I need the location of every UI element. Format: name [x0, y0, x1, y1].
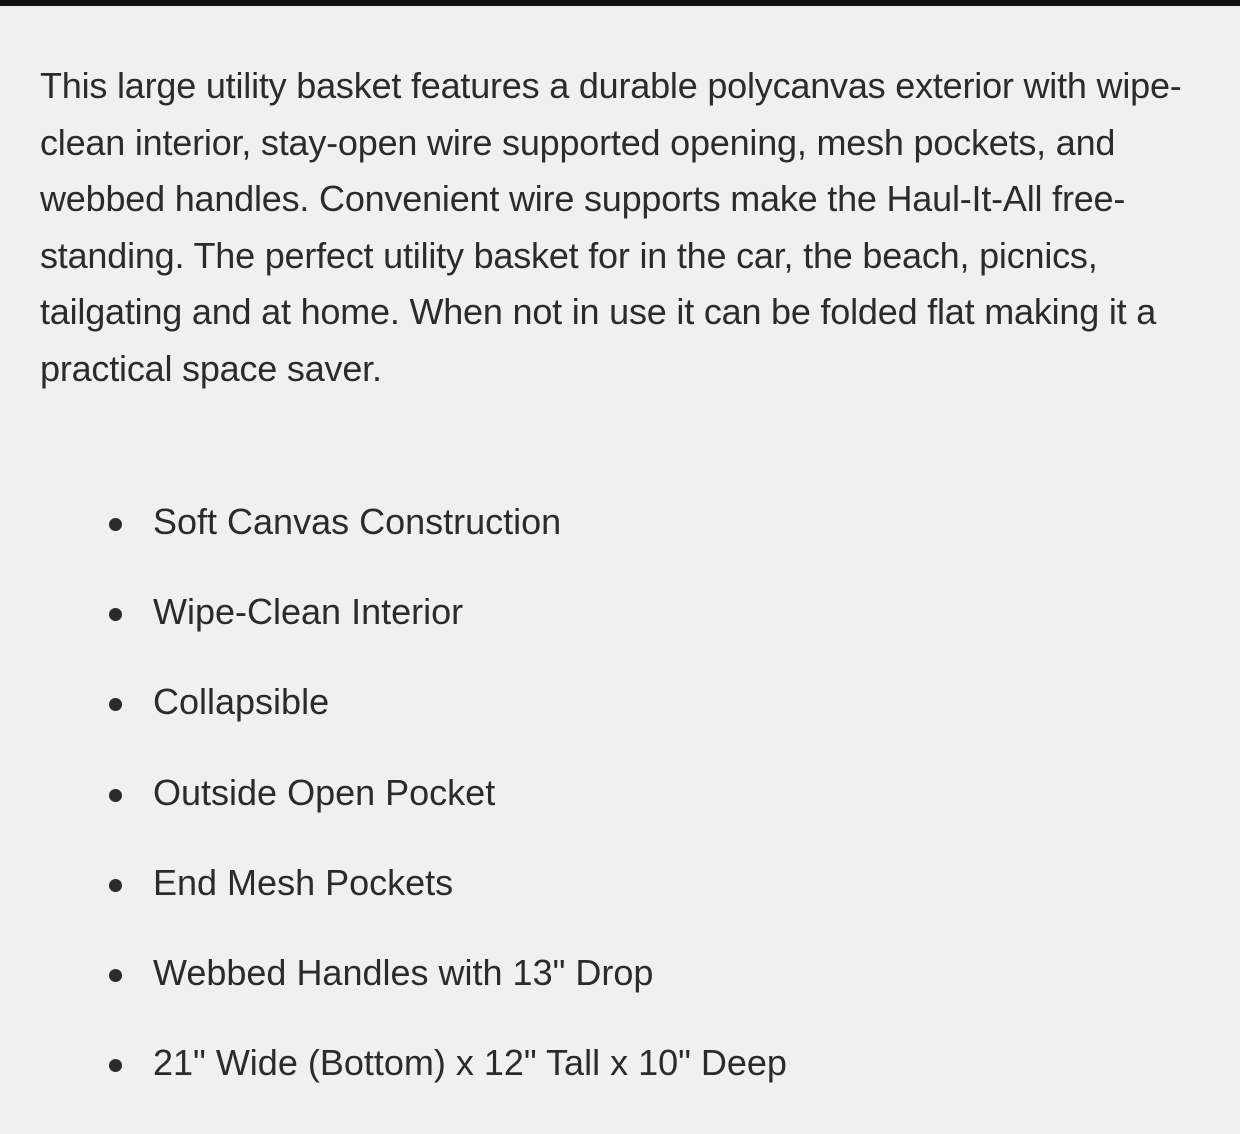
feature-item [0, 490, 1240, 580]
bullet-icon [109, 518, 122, 531]
feature-item [0, 580, 1240, 670]
feature-item [0, 1031, 1240, 1121]
feature-item [0, 851, 1240, 941]
feature-item [0, 941, 1240, 1031]
bullet-icon [109, 879, 122, 892]
feature-label: 21" Wide (Bottom) x 12" Tall x 10" Deep [153, 1042, 787, 1084]
feature-label: Wipe-Clean Interior [153, 591, 464, 633]
bullet-icon [109, 789, 122, 802]
feature-item [0, 761, 1240, 851]
feature-label: Webbed Handles with 13" Drop [153, 951, 654, 993]
feature-item [0, 670, 1240, 760]
bullet-icon [109, 698, 122, 711]
feature-list [0, 490, 1240, 1121]
bullet-icon [109, 1059, 122, 1072]
bullet-icon [109, 608, 122, 621]
product-description: This large utility basket features a durable polycanvas exterior with wipe-clean interior, stay-open wire supported opening, mesh pockets, and webbed handles. Convenient wire supports make the Haul-It-All free-standing. The perfect utility basket for in the car, the beach, picnics, tailgating and at home. When not in use it can be folded flat making it a practical space saver. [40, 65, 1182, 389]
feature-label: Outside Open Pocket [153, 771, 496, 813]
feature-label: End Mesh Pockets [153, 861, 454, 903]
feature-label: Soft Canvas Construction [153, 501, 562, 542]
bullet-icon [109, 969, 122, 982]
top-border [0, 0, 1240, 6]
feature-label: Collapsible [153, 681, 330, 723]
